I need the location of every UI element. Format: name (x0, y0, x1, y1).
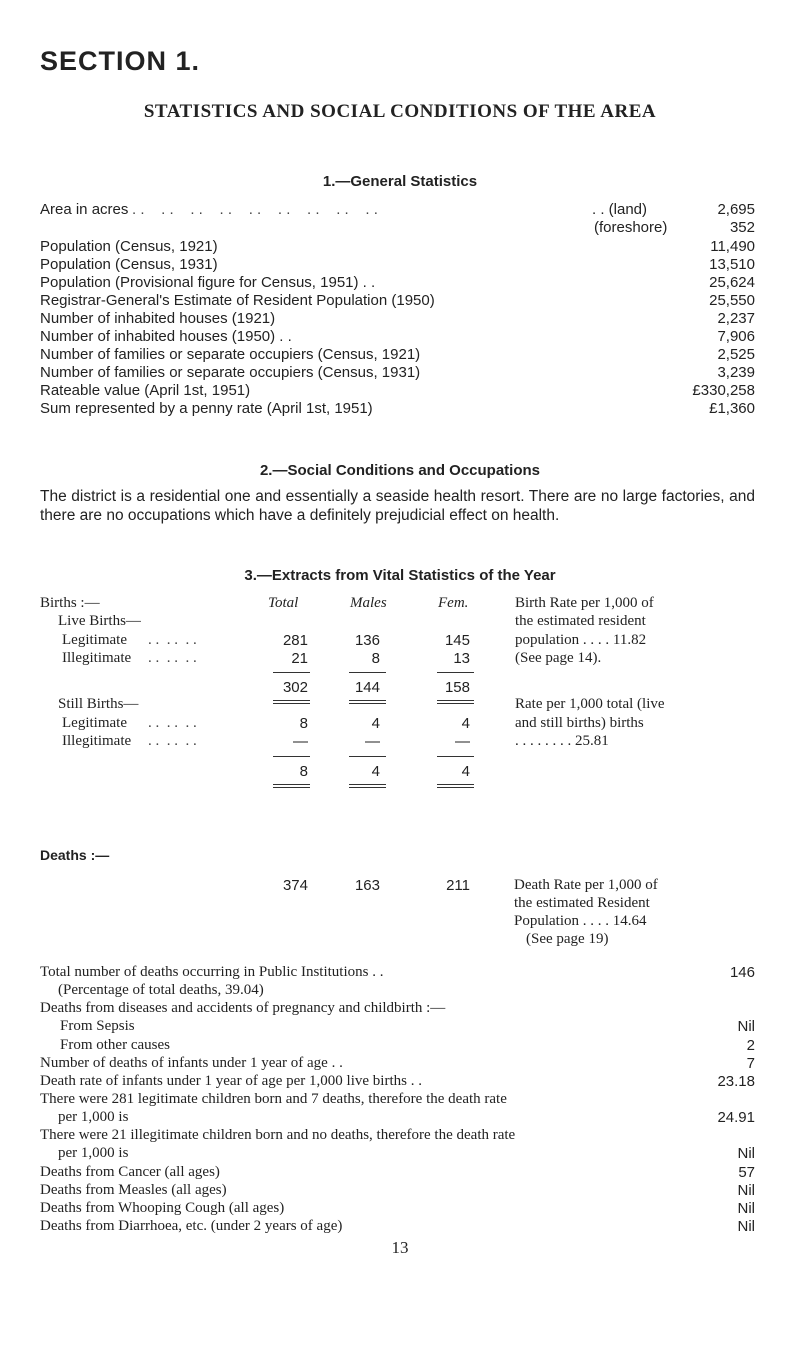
live-illegit-fem: 13 (453, 650, 470, 667)
deaths-fem: 211 (446, 877, 470, 894)
live-legit-males: 136 (354, 632, 380, 649)
sepsis-label: From Sepsis (60, 1018, 135, 1034)
institutions-label: Total number of deaths occurring in Public Institutions . . (40, 964, 384, 980)
dot-leader: . . . . . . (148, 650, 197, 666)
birth-rate-text: Birth Rate per 1,000 of (515, 595, 654, 611)
live-sum-males: 144 (354, 679, 380, 696)
still-double-rule (273, 784, 310, 788)
live-double-rule (273, 700, 310, 704)
general-row-value: 3,239 (717, 364, 755, 381)
birth-rate-text: (See page 14). (515, 650, 602, 666)
general-row-label: Number of inhabited houses (1921) (40, 310, 276, 327)
foreshore-label: (foreshore) (594, 219, 668, 236)
general-row-value: 13,510 (709, 256, 755, 273)
general-row-value: 11,490 (710, 238, 755, 255)
still-sum-rule (437, 756, 474, 757)
live-sum-fem: 158 (444, 679, 470, 696)
general-row-value: 25,550 (709, 292, 755, 309)
still-sum-rule (349, 756, 386, 757)
live-double-rule (349, 700, 386, 704)
live-illegit-males: 8 (371, 650, 380, 667)
still-legitimate-label: Legitimate (62, 715, 127, 731)
measles-value: Nil (737, 1182, 755, 1199)
infant-rate-label: Death rate of infants under 1 year of age per 1,000 live births . . (40, 1073, 422, 1089)
land-value: 2,695 (717, 201, 755, 218)
deaths-males: 163 (354, 877, 380, 894)
still-rate-text: . . . . . . . . 25.81 (515, 733, 609, 749)
general-row-label: Population (Census, 1921) (40, 238, 218, 255)
infant-rate-value: 23.18 (717, 1073, 755, 1090)
section-heading: SECTION 1. (40, 46, 201, 76)
general-row-label: Population (Provisional figure for Census, 1951) . . (40, 274, 376, 291)
still-double-rule (437, 784, 474, 788)
general-row-label: Number of families or separate occupiers (Census, 1921) (40, 346, 421, 363)
sepsis-value: Nil (737, 1018, 755, 1035)
dot-leader: . . . . . . . . . . . . . . . . . . (132, 201, 378, 218)
land-label: . . (land) (592, 201, 648, 218)
illegit-rate-value: Nil (737, 1145, 755, 1162)
general-row-value: 2,237 (717, 310, 755, 327)
institutions-percentage: (Percentage of total deaths, 39.04) (58, 982, 264, 998)
column-header-males: Males (350, 595, 387, 611)
diarrhoea-value: Nil (737, 1218, 755, 1235)
dot-leader: . . . . . . (148, 733, 197, 749)
column-header-fem: Fem. (438, 595, 469, 611)
still-rate-text: and still births) births (515, 715, 644, 731)
deaths-total: 374 (282, 877, 308, 894)
birth-rate-text: the estimated resident (515, 613, 646, 629)
live-double-rule (437, 700, 474, 704)
still-sum-fem: 4 (461, 763, 470, 780)
still-illegit-males: — (365, 733, 380, 750)
general-row-label: Population (Census, 1931) (40, 256, 218, 273)
still-sum-males: 4 (371, 763, 380, 780)
general-row-value: 7,906 (717, 328, 755, 345)
column-header-total: Total (268, 595, 299, 611)
illegit-rate-text: There were 21 illegitimate children born and no deaths, therefore the death rate (40, 1127, 516, 1143)
live-legitimate-label: Legitimate (62, 632, 127, 648)
pregnancy-label: Deaths from diseases and accidents of pregnancy and childbirth :— (40, 1000, 446, 1016)
birth-rate-text: population . . . . 11.82 (515, 632, 647, 648)
main-title: STATISTICS AND SOCIAL CONDITIONS OF THE AREA (143, 101, 657, 122)
general-row-value: £330,258 (692, 382, 755, 399)
legit-rate-text: There were 281 legitimate children born and 7 deaths, therefore the death rate (40, 1091, 507, 1107)
general-row-label: Number of families or separate occupiers (Census, 1931) (40, 364, 421, 381)
institutions-value: 146 (729, 964, 755, 981)
vital-statistics-heading: 3.—Extracts from Vital Statistics of the Year (244, 567, 556, 584)
live-sum-rule (437, 672, 474, 673)
death-rate-text: Population . . . . 14.64 (514, 913, 647, 929)
still-legit-total: 8 (299, 715, 308, 732)
still-illegitimate-label: Illegitimate (62, 733, 132, 749)
general-row-value: 25,624 (709, 274, 755, 291)
infant-deaths-label: Number of deaths of infants under 1 year of age . . (40, 1055, 343, 1071)
still-legit-males: 4 (371, 715, 380, 732)
general-row-value: £1,360 (709, 400, 755, 417)
diarrhoea-label: Deaths from Diarrhoea, etc. (under 2 years of age) (40, 1218, 343, 1234)
general-row-label: Rateable value (April 1st, 1951) (40, 382, 251, 399)
page-number: 13 (391, 1238, 409, 1257)
live-illegit-total: 21 (291, 650, 308, 667)
still-illegit-total: — (293, 733, 308, 750)
still-double-rule (349, 784, 386, 788)
dot-leader: . . . . . . (148, 632, 197, 648)
death-rate-text: (See page 19) (526, 931, 609, 947)
social-conditions-text: The district is a residential one and essentially a seaside health resort. There are no large factories, and there are no occupations which have a definitely prejudicial effect on health. (40, 488, 755, 524)
general-statistics-heading: 1.—General Statistics (322, 173, 478, 190)
still-sum-rule (273, 756, 310, 757)
other-causes-value: 2 (746, 1037, 755, 1054)
foreshore-value: 352 (729, 219, 755, 236)
general-row-value: 2,525 (717, 346, 755, 363)
legit-rate-text: per 1,000 is (58, 1109, 129, 1125)
dot-leader: . . . . . . (148, 715, 197, 731)
live-illegitimate-label: Illegitimate (62, 650, 132, 666)
live-sum-total: 302 (282, 679, 308, 696)
measles-label: Deaths from Measles (all ages) (40, 1182, 227, 1198)
live-sum-rule (349, 672, 386, 673)
live-legit-fem: 145 (444, 632, 470, 649)
live-sum-rule (273, 672, 310, 673)
cancer-value: 57 (738, 1164, 755, 1181)
general-row-label: Number of inhabited houses (1950) . . (40, 328, 292, 345)
still-rate-text: Rate per 1,000 total (live (515, 696, 665, 712)
death-rate-text: the estimated Resident (514, 895, 650, 911)
general-row-label: Sum represented by a penny rate (April 1st, 1951) (40, 400, 373, 417)
illegit-rate-text: per 1,000 is (58, 1145, 129, 1161)
legit-rate-value: 24.91 (717, 1109, 755, 1126)
deaths-label: Deaths :— (40, 847, 110, 863)
still-births-label: Still Births— (58, 696, 139, 712)
live-births-label: Live Births— (58, 613, 141, 629)
whooping-cough-value: Nil (737, 1200, 755, 1217)
births-label: Births :— (40, 595, 100, 611)
death-rate-text: Death Rate per 1,000 of (514, 877, 658, 893)
other-causes-label: From other causes (60, 1037, 170, 1053)
live-legit-total: 281 (282, 632, 308, 649)
whooping-cough-label: Deaths from Whooping Cough (all ages) (40, 1200, 285, 1216)
cancer-label: Deaths from Cancer (all ages) (40, 1164, 220, 1180)
still-illegit-fem: — (455, 733, 470, 750)
area-label: Area in acres (40, 201, 129, 218)
still-legit-fem: 4 (461, 715, 470, 732)
general-row-label: Registrar-General's Estimate of Resident Population (1950) (40, 292, 435, 309)
infant-deaths-value: 7 (746, 1055, 755, 1072)
still-sum-total: 8 (299, 763, 308, 780)
social-conditions-heading: 2.—Social Conditions and Occupations (259, 462, 541, 479)
